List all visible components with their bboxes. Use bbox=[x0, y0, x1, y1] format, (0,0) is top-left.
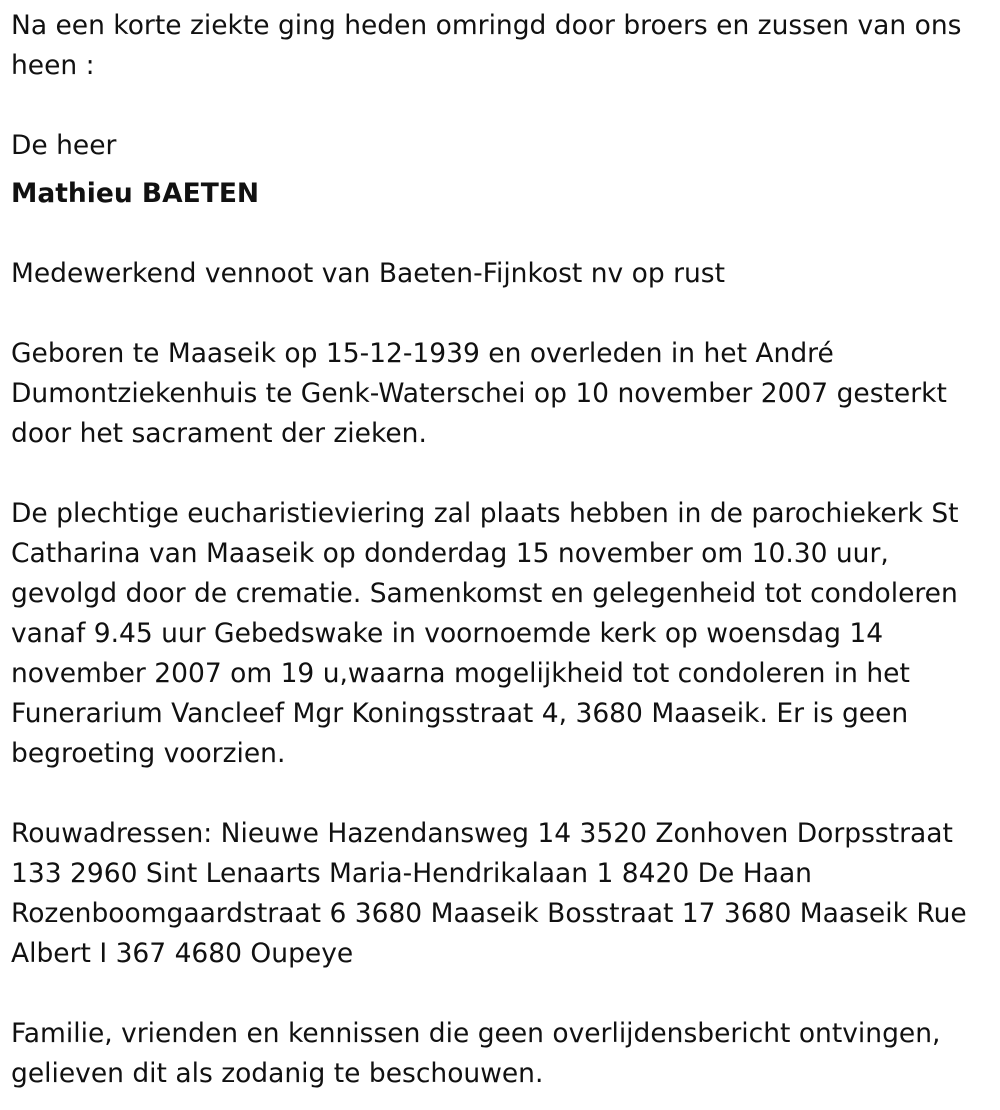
intro-text: Na een korte ziekte ging heden omringd door broers en zussen van ons heen : bbox=[11, 10, 962, 81]
occupation-text: Medewerkend vennoot van Baeten-Fijnkost nv op rust bbox=[11, 258, 725, 289]
ceremony-text: De plechtige eucharistieviering zal plaats hebben in de parochiekerk St Catharina van Maaseik op donderdag 15 november om 10.30 uur, gevolgd door de crematie. Samenkomst en gelegenheid tot condoleren vanaf 9.45 uur Gebedswake in voornoemde kerk op woensdag 14 november 2007 om 19 u,waarna mogelijkheid tot condoleren in het Funerarium Vancleef Mgr Koningsstraat 4, 3680 Maaseik. Er is geen begroeting voorzien. bbox=[11, 498, 959, 769]
birth-death-text: Geboren te Maaseik op 15-12-1939 en overleden in het André Dumontziekenhuis te Genk-Waterschei op 10 november 2007 gesterkt door het sacrament der zieken. bbox=[11, 338, 947, 449]
closing-text: Familie, vrienden en kennissen die geen overlijdensbericht ontvingen, gelieven dit als zodanig te beschouwen. bbox=[11, 1018, 941, 1089]
deceased-name: Mathieu BAETEN bbox=[11, 178, 260, 209]
mourning-addresses: Rouwadressen: Nieuwe Hazendansweg 14 3520 Zonhoven Dorpsstraat 133 2960 Sint Lenaarts Maria-Hendrikalaan 1 8420 De Haan Rozenboomgaardstraat 6 3680 Maaseik Bosstraat 17 3680 Maaseik Rue Albert I 367 4680 Oupeye bbox=[11, 818, 967, 969]
salutation: De heer bbox=[11, 130, 117, 161]
